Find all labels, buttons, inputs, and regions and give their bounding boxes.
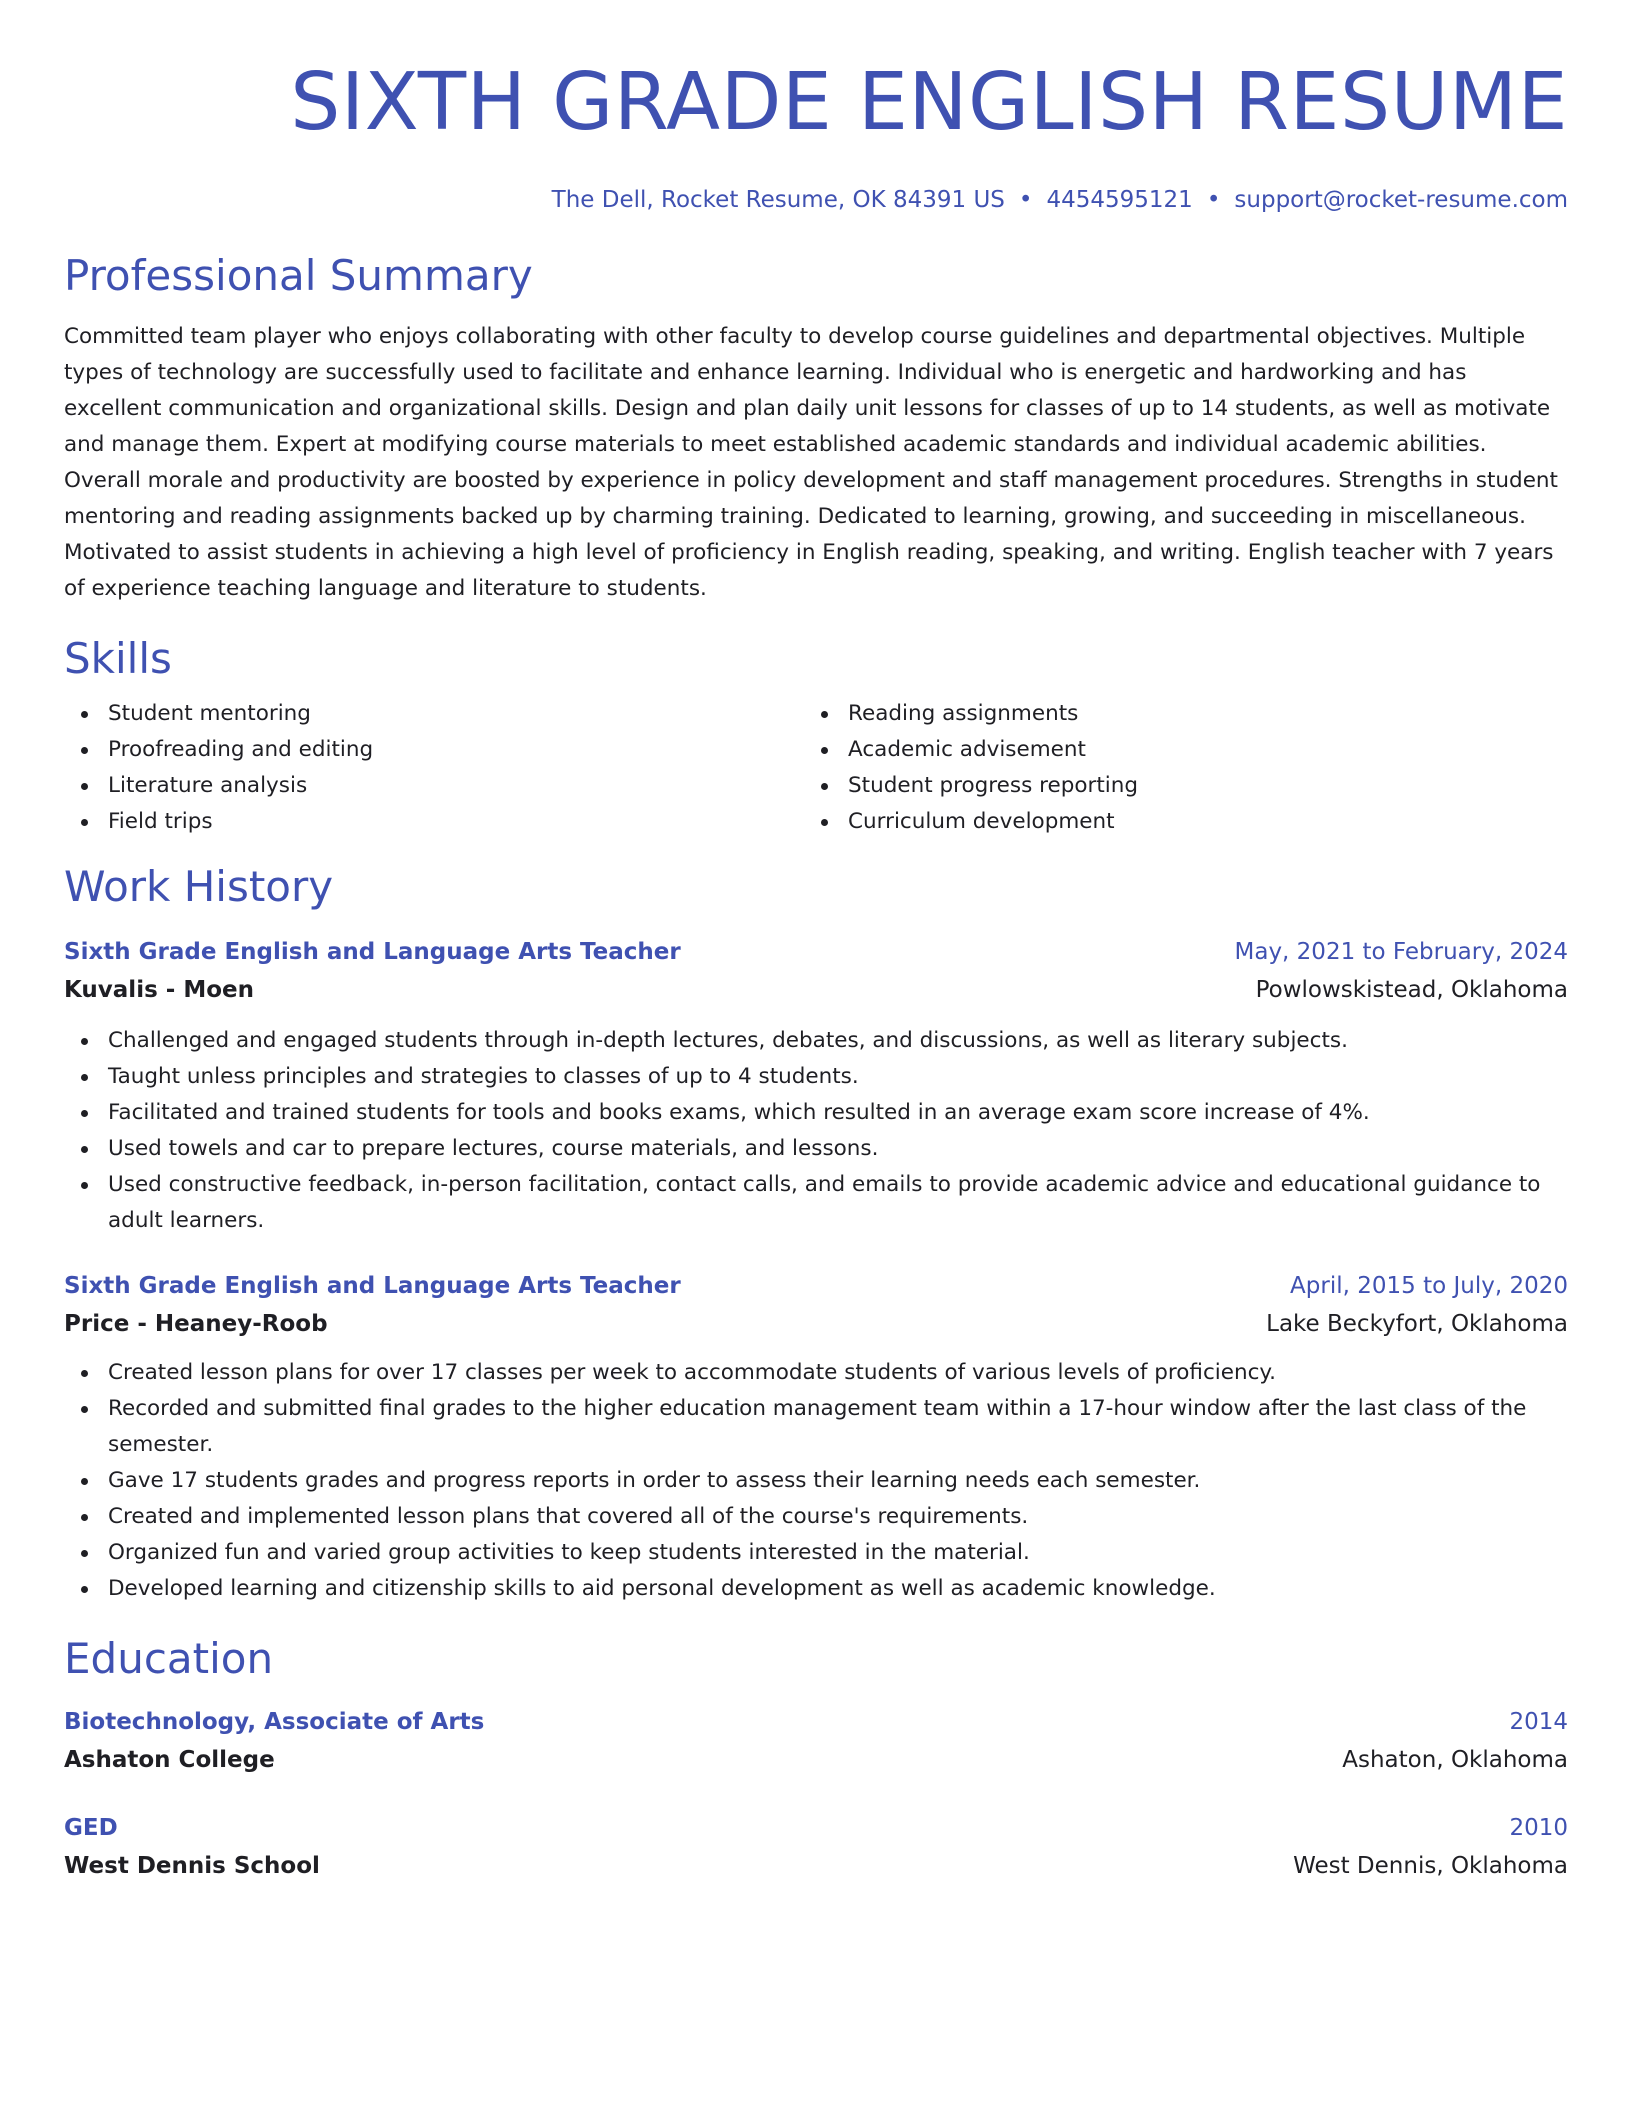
job-dates: May, 2021 to February, 2024 [1234, 939, 1568, 965]
job-subheader [64, 1305, 1568, 1343]
skill-item: Literature analysis [64, 768, 804, 804]
job-title: Sixth Grade English and Language Arts Teacher [64, 939, 681, 965]
job-header [64, 933, 1568, 971]
job-bullet: Created and implemented lesson plans that covered all of the course's requirements. [64, 1499, 1568, 1535]
graduation-year: 2014 [1509, 1709, 1568, 1735]
skills-column-left [64, 696, 804, 840]
separator-dot: • [1206, 187, 1221, 213]
job-bullets [64, 1355, 1568, 1607]
job-header [64, 1267, 1568, 1305]
skill-item: Academic advisement [804, 732, 1138, 768]
skill-item: Proofreading and editing [64, 732, 804, 768]
education-heading: Education [64, 1634, 274, 1683]
contact-line [64, 184, 1568, 216]
email-link[interactable]: support@rocket-resume.com [1234, 187, 1568, 213]
degree: GED [64, 1815, 118, 1841]
skill-item: Student mentoring [64, 696, 804, 732]
skills-heading: Skills [64, 634, 172, 683]
education-header [64, 1809, 1568, 1847]
job-title: Sixth Grade English and Language Arts Teacher [64, 1273, 681, 1299]
job-bullet: Organized fun and varied group activities to keep students interested in the material. [64, 1535, 1568, 1571]
job-bullet: Taught unless principles and strategies to classes of up to 4 students. [64, 1059, 1568, 1095]
job-dates: April, 2015 to July, 2020 [1290, 1273, 1568, 1299]
school-location: Ashaton, Oklahoma [1342, 1747, 1568, 1773]
education-subheader [64, 1847, 1568, 1885]
job-entry [64, 1267, 1568, 1607]
job-bullet: Gave 17 students grades and progress reports in order to assess their learning needs each semester. [64, 1463, 1568, 1499]
job-bullet: Created lesson plans for over 17 classes per week to accommodate students of various levels of proficiency. [64, 1355, 1568, 1391]
skill-item: Field trips [64, 804, 804, 840]
school-name: West Dennis School [64, 1853, 320, 1879]
skills-list [64, 696, 1568, 840]
education-subheader [64, 1741, 1568, 1779]
resume-title: SIXTH GRADE ENGLISH RESUME [290, 56, 1568, 148]
degree: Biotechnology, Associate of Arts [64, 1709, 485, 1735]
summary-text: Committed team player who enjoys collaborating with other faculty to develop course guidelines and departmental objectives. Multiple types of technology are successfully used to facilitate and enhance learning. Individual who is energetic and hardworking and has excellent communication and organizational skills. Design and plan daily unit lessons for classes of up to 14 students, as well as motivate and manage them. Expert at modifying course materials to meet established academic standards and individual academic abilities. Overall morale and productivity are boosted by experience in policy development and staff management procedures. Strengths in student mentoring and reading assignments backed up by charming training. Dedicated to learning, growing, and succeeding in miscellaneous. Motivated to assist students in achieving a high level of proficiency in English reading, speaking, and writing. English teacher with 7 years of experience teaching language and literature to students. [64, 324, 1558, 601]
job-entry [64, 933, 1568, 1239]
separator-dot: • [1018, 187, 1033, 213]
job-bullet: Used constructive feedback, in-person facilitation, contact calls, and emails to provide academic advice and educational guidance to adult learners. [64, 1167, 1568, 1239]
job-subheader [64, 971, 1568, 1009]
job-location: Lake Beckyfort, Oklahoma [1266, 1311, 1568, 1337]
summary-heading: Professional Summary [64, 251, 533, 300]
job-bullet: Challenged and engaged students through in-depth lectures, debates, and discussions, as well as literary subjects. [64, 1023, 1568, 1059]
job-bullet: Developed learning and citizenship skills to aid personal development as well as academic knowledge. [64, 1571, 1568, 1607]
job-bullet: Recorded and submitted final grades to the higher education management team within a 17-hour window after the last class of the semester. [64, 1391, 1568, 1463]
job-bullet: Used towels and car to prepare lectures, course materials, and lessons. [64, 1131, 1568, 1167]
job-location: Powlowskistead, Oklahoma [1255, 977, 1568, 1003]
education-header [64, 1703, 1568, 1741]
graduation-year: 2010 [1509, 1815, 1568, 1841]
address: The Dell, Rocket Resume, OK 84391 US [551, 187, 1005, 213]
phone: 4454595121 [1046, 187, 1193, 213]
skill-item: Reading assignments [804, 696, 1138, 732]
job-bullets [64, 1023, 1568, 1239]
school-name: Ashaton College [64, 1747, 275, 1773]
skills-column-right [804, 696, 1138, 840]
company-name: Price - Heaney-Roob [64, 1311, 328, 1337]
company-name: Kuvalis - Moen [64, 977, 254, 1003]
job-bullet: Facilitated and trained students for tools and books exams, which resulted in an average exam score increase of 4%. [64, 1095, 1568, 1131]
skill-item: Curriculum development [804, 804, 1138, 840]
school-location: West Dennis, Oklahoma [1293, 1853, 1568, 1879]
education-entry [64, 1809, 1568, 1885]
education-entry [64, 1703, 1568, 1779]
work-history-heading: Work History [64, 862, 334, 911]
skill-item: Student progress reporting [804, 768, 1138, 804]
